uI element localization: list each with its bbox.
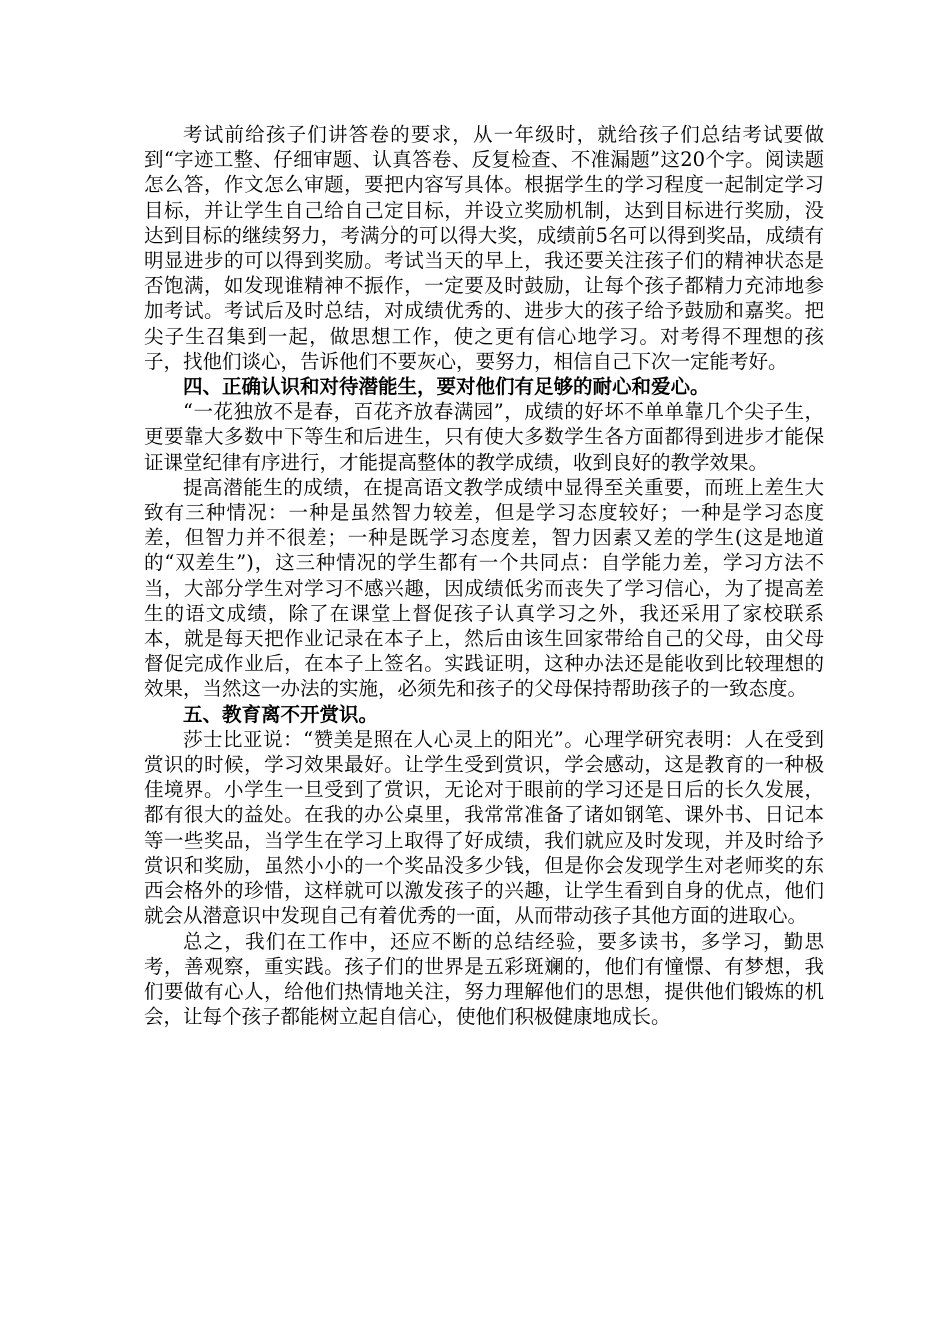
document-body — [144, 122, 824, 1029]
paragraph-appreciation: 莎士比亚说：“赞美是照在人心灵上的阳光”。心理学研究表明：人在受到赏识的时候，学习效果最好。让学生受到赏识，学会感动，这是教育的一种极佳境界。小学生一旦受到了赏识，无论对于眼前的学习还是日后的长久发展，都有很大的益处。在我的办公桌里，我常常准备了诸如钢笔、课外书、日记本等一些奖品，当学生在学习上取得了好成绩，我们就应及时发现，并及时给予赏识和奖励，虽然小小的一个奖品没多少钱，但是你会发现学生对老师奖的东西会格外的珍惜，这样就可以激发孩子的兴趣，让学生看到自身的优点，他们就会从潜意识中发现自己有着优秀的一面，从而带动孩子其他方面的进取心。 — [144, 727, 824, 928]
paragraph-exam-guidance: 考试前给孩子们讲答卷的要求，从一年级时，就给孩子们总结考试要做到“字迹工整、仔细审题、认真答卷、反复检查、不准漏题”这20个字。阅读题怎么答，作文怎么审题，要把内容写具体。根据学生的学习程度一起制定学习目标，并让学生自己给自己定目标，并设立奖励机制，达到目标进行奖励，没达到目标的继续努力，考满分的可以得大奖，成绩前5名可以得到奖品，成绩有明显进步的可以得到奖励。考试当天的早上，我还要关注孩子们的精神状态是否饱满，如发现谁精神不振作，一定要及时鼓励，让每个孩子都精力充沛地参加考试。考试后及时总结，对成绩优秀的、进步大的孩子给予鼓励和嘉奖。把尖子生召集到一起，做思想工作，使之更有信心地学习。对考得不理想的孩子，找他们谈心，告诉他们不要灰心，要努力，相信自己下次一定能考好。 — [144, 123, 824, 373]
section-heading-4: 四、正确认识和对待潜能生，要对他们有足够的耐心和爱心。 — [183, 375, 710, 399]
paragraph-conclusion: 总之，我们在工作中，还应不断的总结经验，要多读书，多学习，勤思考，善观察，重实践。孩子们的世界是五彩斑斓的，他们有憧憬、有梦想，我们要做有心人，给他们热情地关注，努力理解他们的思想，提供他们锻炼的机会，让每个孩子都能树立起自信心，使他们积极健康地成长。 — [144, 929, 824, 1029]
section-heading-5: 五、教育离不开赏识。 — [183, 702, 379, 726]
paragraph-potential-students: 提高潜能生的成绩，在提高语文教学成绩中显得至关重要，而班上差生大致有三种情况：一种是虽然智力较差，但是学习态度较好；一种是学习态度差，但智力并不很差；一种是既学习态度差，智力因素又差的学生(这是地道的“双差生”)，这三种情况的学生都有一个共同点：自学能力差，学习方法不当，大部分学生对学习不感兴趣，因成绩低劣而丧失了学习信心，为了提高差生的语文成绩，除了在课堂上督促孩子认真学习之外，我还采用了家校联系本，就是每天把作业记录在本子上，然后由该生回家带给自己的父母，由父母督促完成作业后，在本子上签名。实践证明，这种办法还是能收到比较理想的效果，当然这一办法的实施，必须先和孩子的父母保持帮助孩子的一致态度。 — [144, 475, 824, 701]
paragraph-one-flower: “一花独放不是春，百花齐放春满园”，成绩的好坏不单单靠几个尖子生，更要靠大多数中下等生和后进生，只有使大多数学生各方面都得到进步才能保证课堂纪律有序进行，才能提高整体的教学成绩，收到良好的教学效果。 — [144, 400, 824, 474]
